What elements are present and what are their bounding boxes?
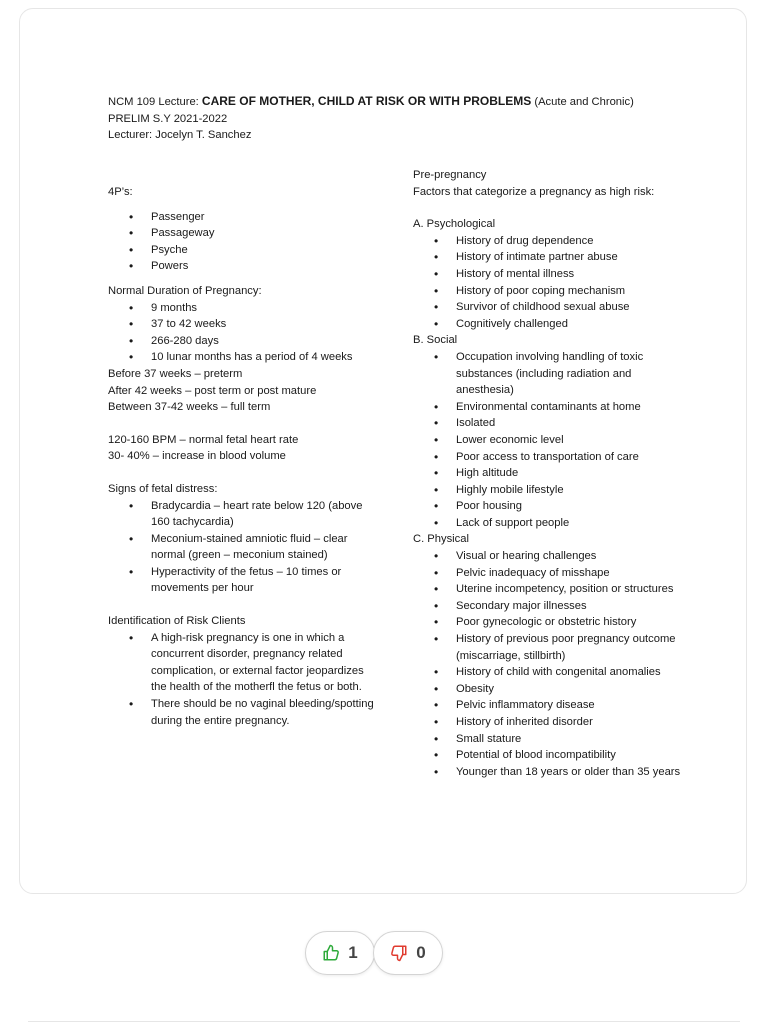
social-title: B. Social (413, 334, 458, 347)
list-item: • History of child with congenital anomalies (413, 664, 683, 681)
document-body (108, 93, 708, 778)
list-item: • Poor access to transportation of care (413, 449, 683, 466)
list-item: • Cognitively challenged (413, 316, 683, 333)
distress-title: Signs of fetal distress: (108, 482, 218, 495)
heart-rate-note: 120-160 BPM – normal fetal heart rate (108, 433, 299, 446)
duration-list (108, 300, 378, 366)
list-item: • 9 months (108, 300, 378, 317)
list-item: • Uterine incompetency, position or structures (413, 581, 683, 598)
list-item: • Visual or hearing challenges (413, 548, 683, 565)
list-item: • History of poor coping mechanism (413, 283, 683, 300)
psychological-title: A. Psychological (413, 218, 496, 231)
list-item: • Meconium-stained amniotic fluid – clear normal (green – meconium stained) (108, 531, 378, 564)
prepregnancy-subtitle: Factors that categorize a pregnancy as high risk: (413, 185, 655, 198)
prepregnancy-title: Pre-pregnancy (413, 169, 487, 181)
psychological-list (413, 233, 683, 333)
course-prefix: NCM 109 Lecture: (108, 96, 202, 108)
social-list (413, 349, 683, 532)
term-between: Between 37-42 weeks – full term (108, 401, 271, 414)
risk-title: Identification of Risk Clients (108, 615, 246, 628)
list-item: • History of previous poor pregnancy outcome (miscarriage, stillbirth) (413, 631, 683, 664)
list-item: • History of drug dependence (413, 233, 683, 250)
upvote-count: 1 (348, 943, 358, 962)
footer-divider (28, 1021, 740, 1022)
course-heading (108, 93, 708, 111)
upvote-button[interactable] (305, 931, 375, 975)
list-item: • Highly mobile lifestyle (413, 482, 683, 499)
thumbs-down-icon (390, 944, 408, 962)
fourps-title: 4P’s: (108, 186, 133, 198)
list-item: • Lack of support people (413, 515, 683, 532)
list-item: • There should be no vaginal bleeding/spotting during the entire pregnancy. (108, 696, 378, 729)
physical-title: C. Physical (413, 533, 469, 546)
lecturer-line: Lecturer: Jocelyn T. Sanchez (108, 129, 252, 142)
risk-list (108, 630, 378, 730)
blood-volume-note: 30- 40% – increase in blood volume (108, 450, 286, 463)
list-item: • Younger than 18 years or older than 35 years (413, 764, 683, 781)
fourps-list (108, 209, 378, 275)
list-item: • Pelvic inadequacy of misshape (413, 565, 683, 582)
physical-list (413, 548, 683, 780)
list-item: • Small stature (413, 731, 683, 748)
list-item: • Powers (108, 258, 378, 275)
list-item: • 266-280 days (108, 333, 378, 350)
list-item: • Poor gynecologic or obstetric history (413, 614, 683, 631)
list-item: • Passageway (108, 225, 378, 242)
list-item: • A high-risk pregnancy is one in which a concurrent disorder, pregnancy related complication, or external factor jeopardizes the health of the motherfl the fetus or both. (108, 630, 378, 696)
list-item: • Psyche (108, 242, 378, 259)
right-column (413, 167, 683, 780)
list-item: • Hyperactivity of the fetus – 10 times or movements per hour (108, 564, 378, 597)
term-after: After 42 weeks – post term or post mature (108, 384, 317, 397)
list-item: • History of intimate partner abuse (413, 249, 683, 266)
downvote-count: 0 (416, 943, 426, 962)
list-item: • History of mental illness (413, 266, 683, 283)
downvote-button[interactable] (373, 931, 443, 975)
list-item: • History of inherited disorder (413, 714, 683, 731)
list-item: • 37 to 42 weeks (108, 316, 378, 333)
list-item: • Survivor of childhood sexual abuse (413, 299, 683, 316)
distress-list (108, 498, 378, 598)
list-item: • Obesity (413, 681, 683, 698)
thumbs-up-icon (322, 944, 340, 962)
list-item: • Passenger (108, 209, 378, 226)
document-page (19, 8, 747, 894)
list-item: • Lower economic level (413, 432, 683, 449)
list-item: • Bradycardia – heart rate below 120 (above 160 tachycardia) (108, 498, 378, 531)
list-item: • Potential of blood incompatibility (413, 747, 683, 764)
list-item: • Isolated (413, 415, 683, 432)
course-title: CARE OF MOTHER, CHILD AT RISK OR WITH PROBLEMS (201, 94, 532, 108)
list-item: • Occupation involving handling of toxic substances (including radiation and anesthesia) (413, 349, 683, 399)
term-line: PRELIM S.Y 2021-2022 (108, 112, 228, 125)
list-item: • 10 lunar months has a period of 4 weeks (108, 349, 378, 366)
vote-bar (305, 930, 443, 976)
list-item: • Poor housing (413, 498, 683, 515)
list-item: • High altitude (413, 465, 683, 482)
term-before: Before 37 weeks – preterm (108, 367, 243, 380)
list-item: • Pelvic inflammatory disease (413, 697, 683, 714)
duration-title: Normal Duration of Pregnancy: (108, 284, 262, 297)
course-suffix: (Acute and Chronic) (531, 96, 634, 108)
list-item: • Secondary major illnesses (413, 598, 683, 615)
list-item: • Environmental contaminants at home (413, 399, 683, 416)
left-column (108, 167, 378, 729)
